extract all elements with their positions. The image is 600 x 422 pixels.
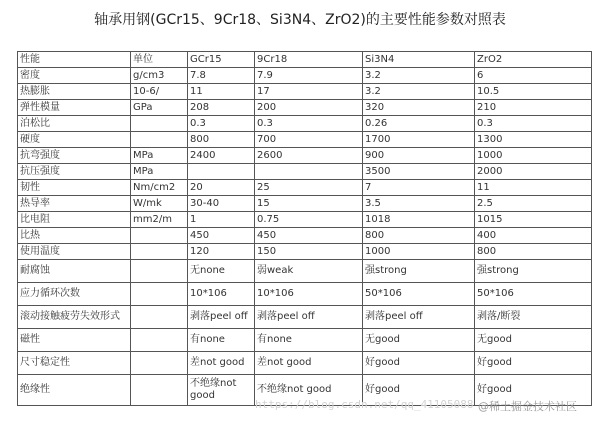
- value-cell: 3.2: [363, 84, 475, 100]
- value-cell: 9Cr18: [255, 52, 363, 68]
- value-cell: 1000: [363, 244, 475, 260]
- table-row: [18, 306, 592, 329]
- value-cell: 0.75: [255, 212, 363, 228]
- value-cell: 有none: [188, 329, 255, 352]
- unit-cell: g/cm3: [131, 68, 188, 84]
- property-name-cell: 绝缘性: [18, 375, 131, 406]
- value-cell: 不绝缘not good: [255, 375, 363, 406]
- value-cell: 450: [188, 228, 255, 244]
- unit-cell: mm2/m: [131, 212, 188, 228]
- value-cell: 1300: [475, 132, 592, 148]
- value-cell: 208: [188, 100, 255, 116]
- value-cell: 20: [188, 180, 255, 196]
- value-cell: 10*106: [188, 283, 255, 306]
- property-name-cell: 应力循环次数: [18, 283, 131, 306]
- value-cell: 1015: [475, 212, 592, 228]
- value-cell: 剥落peel off: [188, 306, 255, 329]
- unit-cell: [131, 260, 188, 283]
- value-cell: 11: [188, 84, 255, 100]
- property-name-cell: 性能: [18, 52, 131, 68]
- value-cell: GCr15: [188, 52, 255, 68]
- property-name-cell: 热导率: [18, 196, 131, 212]
- value-cell: 差not good: [188, 352, 255, 375]
- unit-cell: [131, 116, 188, 132]
- property-name-cell: 滚动接触疲劳失效形式: [18, 306, 131, 329]
- watermark-url: https://blog.csdn.net/qq_41105088: [255, 398, 474, 411]
- unit-cell: [131, 352, 188, 375]
- table-row: [18, 352, 592, 375]
- property-name-cell: 抗弯强度: [18, 148, 131, 164]
- table-row: [18, 148, 592, 164]
- table-row: [18, 228, 592, 244]
- value-cell: 0.3: [475, 116, 592, 132]
- value-cell: 150: [255, 244, 363, 260]
- value-cell: 25: [255, 180, 363, 196]
- property-name-cell: 磁性: [18, 329, 131, 352]
- value-cell: [188, 164, 255, 180]
- value-cell: 7.8: [188, 68, 255, 84]
- value-cell: 17: [255, 84, 363, 100]
- unit-cell: [131, 132, 188, 148]
- table-row: [18, 116, 592, 132]
- value-cell: 320: [363, 100, 475, 116]
- unit-cell: [131, 283, 188, 306]
- value-cell: 2400: [188, 148, 255, 164]
- property-name-cell: 使用温度: [18, 244, 131, 260]
- value-cell: 有none: [255, 329, 363, 352]
- value-cell: 1018: [363, 212, 475, 228]
- value-cell: 好good: [363, 352, 475, 375]
- value-cell: 7.9: [255, 68, 363, 84]
- property-name-cell: 抗压强度: [18, 164, 131, 180]
- table-row: [18, 260, 592, 283]
- unit-cell: [131, 306, 188, 329]
- unit-cell: W/mk: [131, 196, 188, 212]
- table-header-row: [18, 52, 592, 68]
- value-cell: 好good: [363, 375, 475, 406]
- value-cell: 3500: [363, 164, 475, 180]
- value-cell: 剥落peel off: [363, 306, 475, 329]
- properties-table: [17, 51, 592, 406]
- value-cell: 1700: [363, 132, 475, 148]
- value-cell: 强strong: [475, 260, 592, 283]
- property-name-cell: 硬度: [18, 132, 131, 148]
- value-cell: 800: [475, 244, 592, 260]
- value-cell: 900: [363, 148, 475, 164]
- property-name-cell: 比热: [18, 228, 131, 244]
- value-cell: 差not good: [255, 352, 363, 375]
- table-row: [18, 244, 592, 260]
- unit-cell: MPa: [131, 148, 188, 164]
- value-cell: 50*106: [475, 283, 592, 306]
- unit-cell: [131, 375, 188, 406]
- value-cell: Si3N4: [363, 52, 475, 68]
- value-cell: 0.3: [188, 116, 255, 132]
- table-row: [18, 132, 592, 148]
- table-row: [18, 329, 592, 352]
- value-cell: 10.5: [475, 84, 592, 100]
- unit-cell: 单位: [131, 52, 188, 68]
- property-name-cell: 热膨胀: [18, 84, 131, 100]
- value-cell: 800: [363, 228, 475, 244]
- value-cell: 0.3: [255, 116, 363, 132]
- unit-cell: GPa: [131, 100, 188, 116]
- value-cell: 200: [255, 100, 363, 116]
- value-cell: 剥落peel off: [255, 306, 363, 329]
- value-cell: 210: [475, 100, 592, 116]
- table-row: [18, 196, 592, 212]
- property-name-cell: 密度: [18, 68, 131, 84]
- value-cell: 2600: [255, 148, 363, 164]
- value-cell: 7: [363, 180, 475, 196]
- unit-cell: [131, 329, 188, 352]
- table-row: [18, 212, 592, 228]
- value-cell: 0.26: [363, 116, 475, 132]
- property-name-cell: 泊松比: [18, 116, 131, 132]
- value-cell: 50*106: [363, 283, 475, 306]
- value-cell: 2000: [475, 164, 592, 180]
- value-cell: 3.2: [363, 68, 475, 84]
- value-cell: 400: [475, 228, 592, 244]
- value-cell: 1000: [475, 148, 592, 164]
- value-cell: 700: [255, 132, 363, 148]
- table-row: [18, 84, 592, 100]
- unit-cell: MPa: [131, 164, 188, 180]
- unit-cell: [131, 228, 188, 244]
- value-cell: ZrO2: [475, 52, 592, 68]
- property-name-cell: 韧性: [18, 180, 131, 196]
- value-cell: 无good: [363, 329, 475, 352]
- value-cell: 无none: [188, 260, 255, 283]
- value-cell: 800: [188, 132, 255, 148]
- table-row: [18, 68, 592, 84]
- unit-cell: Nm/cm2: [131, 180, 188, 196]
- source-credit: @稀土掘金技术社区: [478, 400, 577, 413]
- table-row: [18, 100, 592, 116]
- value-cell: 好good: [475, 375, 592, 406]
- value-cell: 剥落/断裂: [475, 306, 592, 329]
- page-title: 轴承用钢(GCr15、9Cr18、Si3N4、ZrO2)的主要性能参数对照表: [94, 12, 506, 28]
- value-cell: 好good: [475, 352, 592, 375]
- value-cell: 120: [188, 244, 255, 260]
- value-cell: 30-40: [188, 196, 255, 212]
- value-cell: 强strong: [363, 260, 475, 283]
- value-cell: 2.5: [475, 196, 592, 212]
- property-name-cell: 尺寸稳定性: [18, 352, 131, 375]
- table-row: [18, 164, 592, 180]
- value-cell: 1: [188, 212, 255, 228]
- property-name-cell: 弹性模量: [18, 100, 131, 116]
- value-cell: 无good: [475, 329, 592, 352]
- unit-cell: 10-6/: [131, 84, 188, 100]
- value-cell: 450: [255, 228, 363, 244]
- value-cell: 10*106: [255, 283, 363, 306]
- value-cell: 6: [475, 68, 592, 84]
- table-row: [18, 180, 592, 196]
- property-name-cell: 耐腐蚀: [18, 260, 131, 283]
- value-cell: [255, 164, 363, 180]
- value-cell: 3.5: [363, 196, 475, 212]
- value-cell: 11: [475, 180, 592, 196]
- unit-cell: [131, 244, 188, 260]
- value-cell: 不绝缘not good: [188, 375, 255, 406]
- table-row: [18, 283, 592, 306]
- value-cell: 15: [255, 196, 363, 212]
- property-name-cell: 比电阻: [18, 212, 131, 228]
- value-cell: 弱weak: [255, 260, 363, 283]
